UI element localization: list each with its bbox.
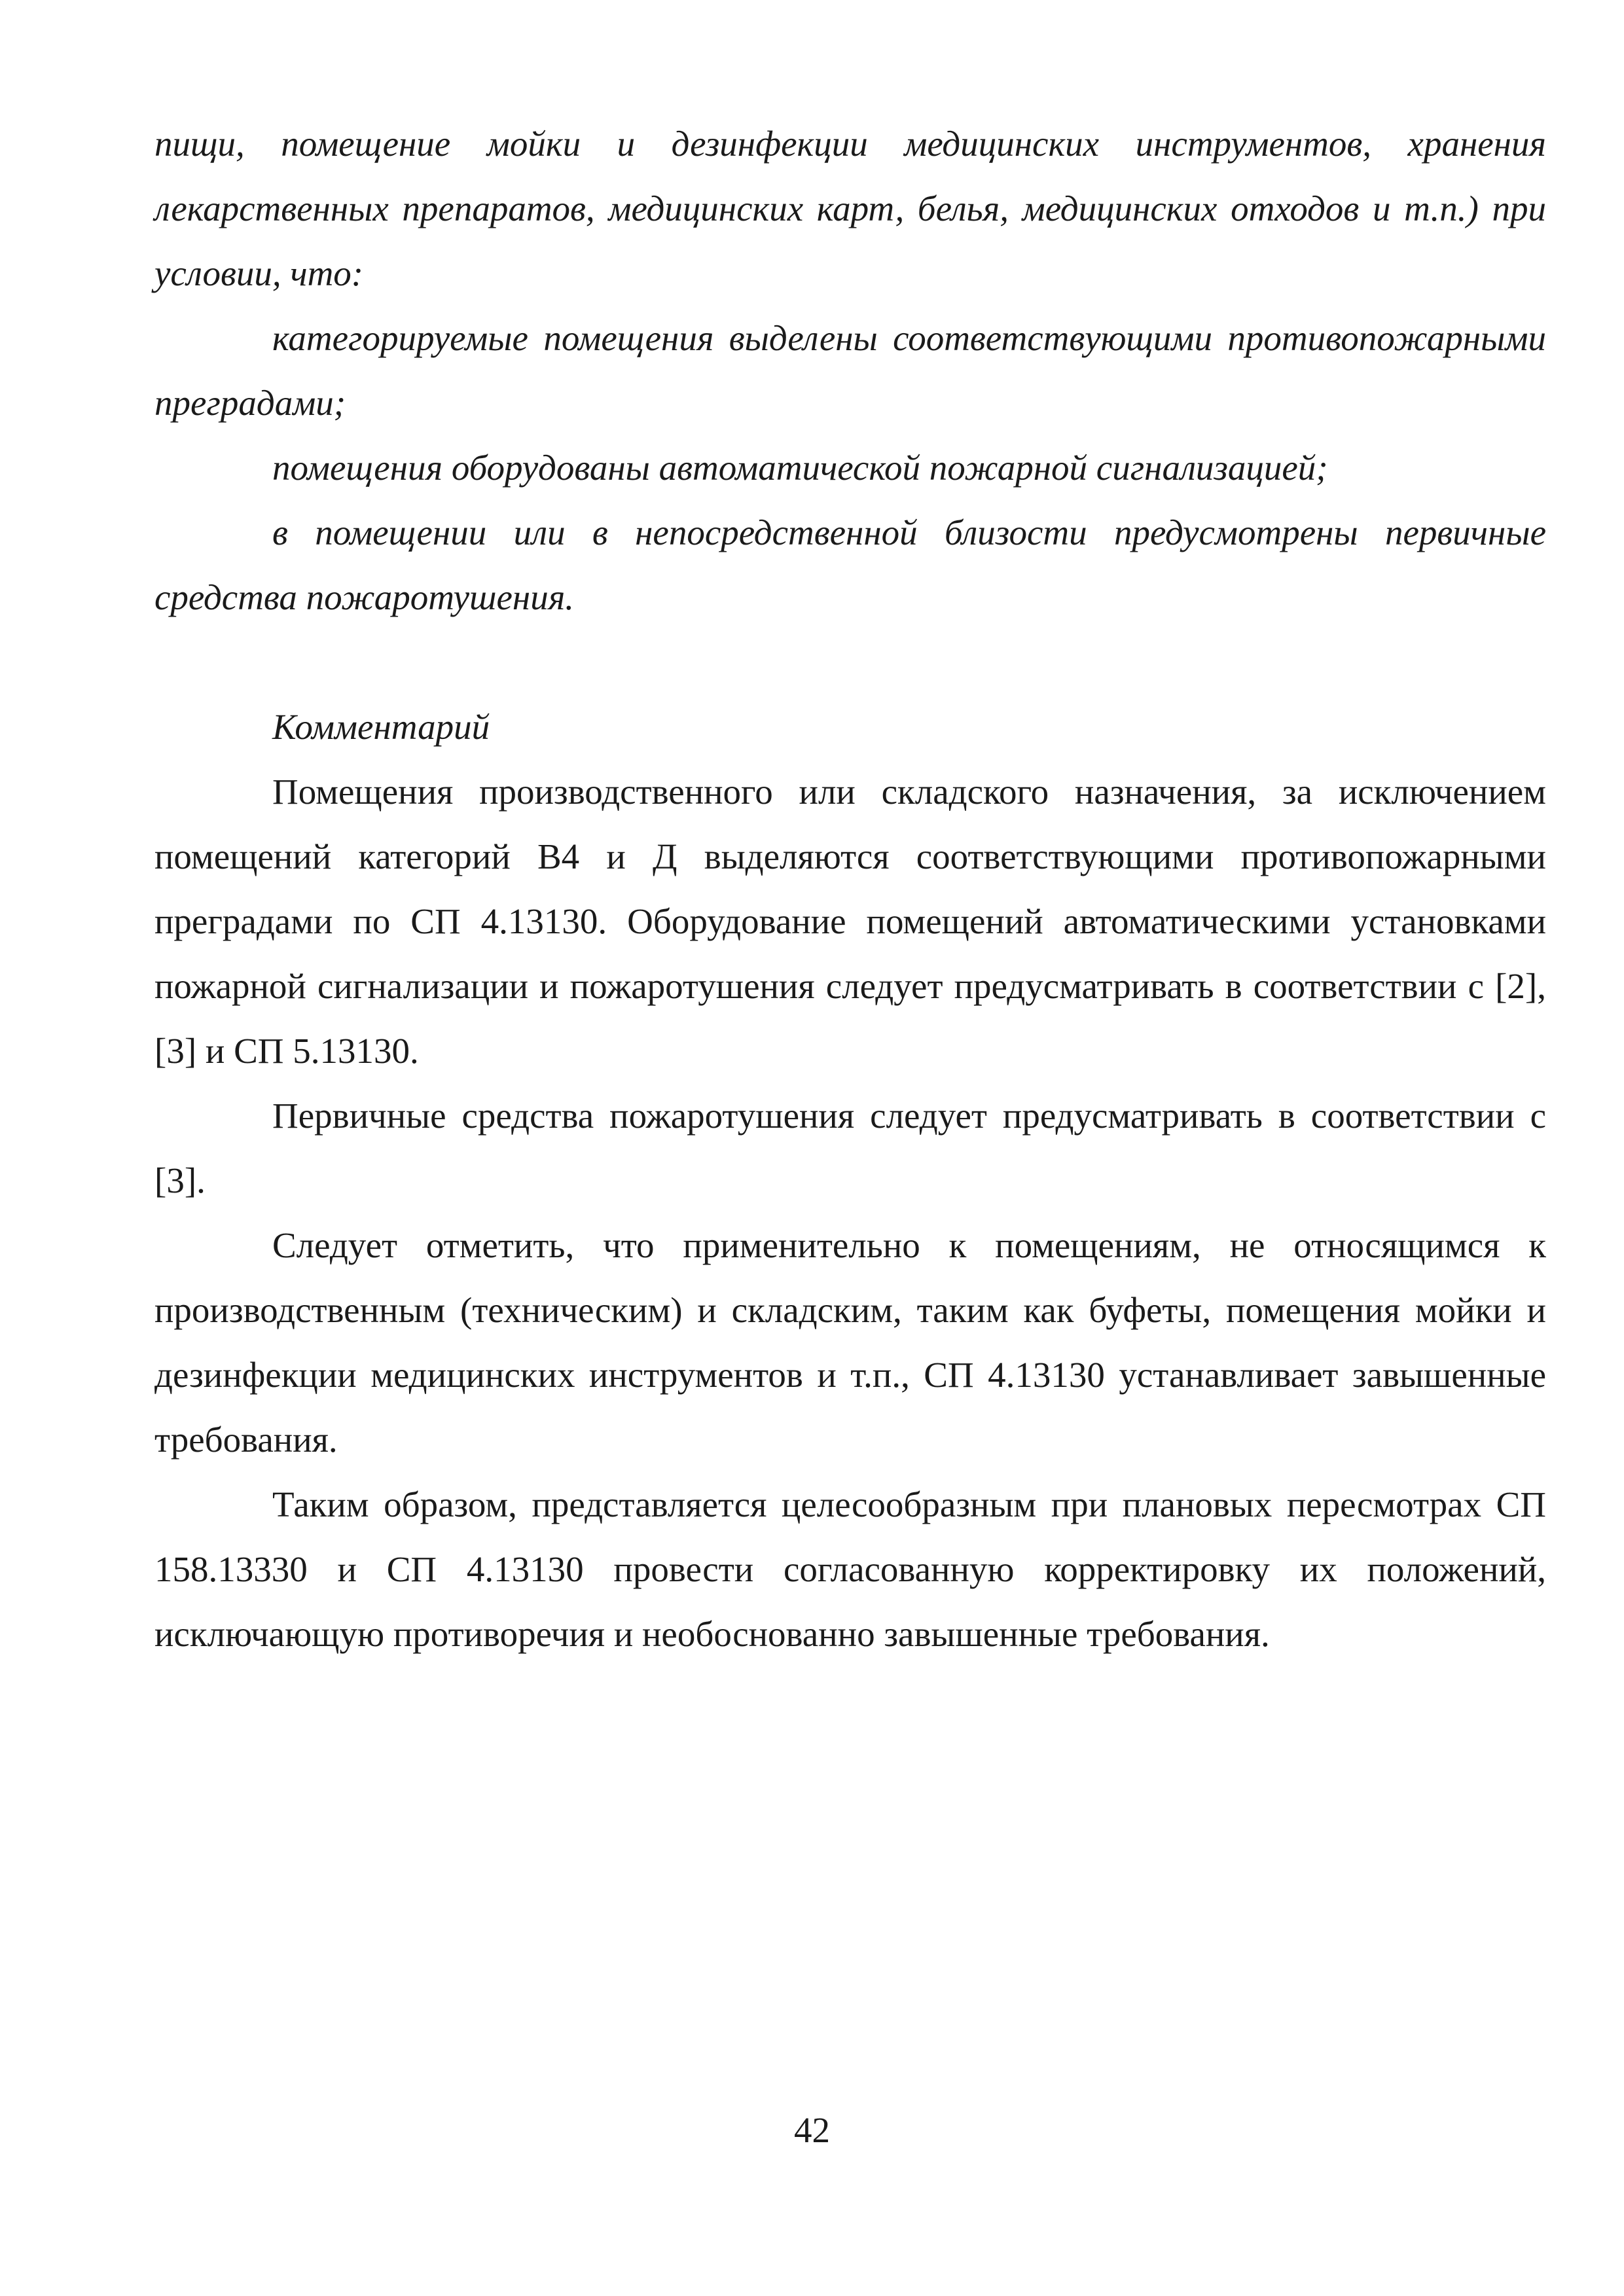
comment-paragraph-1: Помещения производственного или складского назначения, за исключением помещений категорий В4 и Д выделяются соответствующими противопожарными преградами по СП 4.13130. Оборудование помещений автоматическими установками пожарной сигнализации и пожаротушения следует предусматривать в соответствии с [2], [3] и СП 5.13130. [154, 772, 1546, 1071]
italic-paragraph-condition-3: в помещении или в непосредственной близости предусмотрены первичные средства пожаротушения. [154, 512, 1546, 617]
comment-paragraph-2: Первичные средства пожаротушения следует предусматривать в соответствии с [3]. [154, 1096, 1546, 1200]
comment-paragraph-3: Следует отметить, что применительно к помещениям, не относящимся к производственным (техническим) и складским, таким как буфеты, помещения мойки и дезинфекции медицинских инструментов и т.п., СП 4.13130 устанавливает завышенные требования. [154, 1225, 1546, 1460]
document-page [154, 111, 1546, 1666]
comment-heading: Комментарий [272, 707, 490, 747]
italic-paragraph-condition-1: категорируемые помещения выделены соответствующими противопожарными преградами; [154, 318, 1546, 423]
italic-paragraph-continuation: пищи, помещение мойки и дезинфекции медицинских инструментов, хранения лекарственных препаратов, медицинских карт, белья, медицинских отходов и т.п.) при условии, что: [154, 124, 1546, 293]
page-number: 42 [794, 2110, 830, 2150]
comment-paragraph-4: Таким образом, представляется целесообразным при плановых пересмотрах СП 158.13330 и СП 4.13130 провести согласованную корректировку их положений, исключающую противоречия и необоснованно завышенные требования. [154, 1484, 1546, 1654]
italic-paragraph-condition-2: помещения оборудованы автоматической пожарной сигнализацией; [272, 448, 1328, 488]
